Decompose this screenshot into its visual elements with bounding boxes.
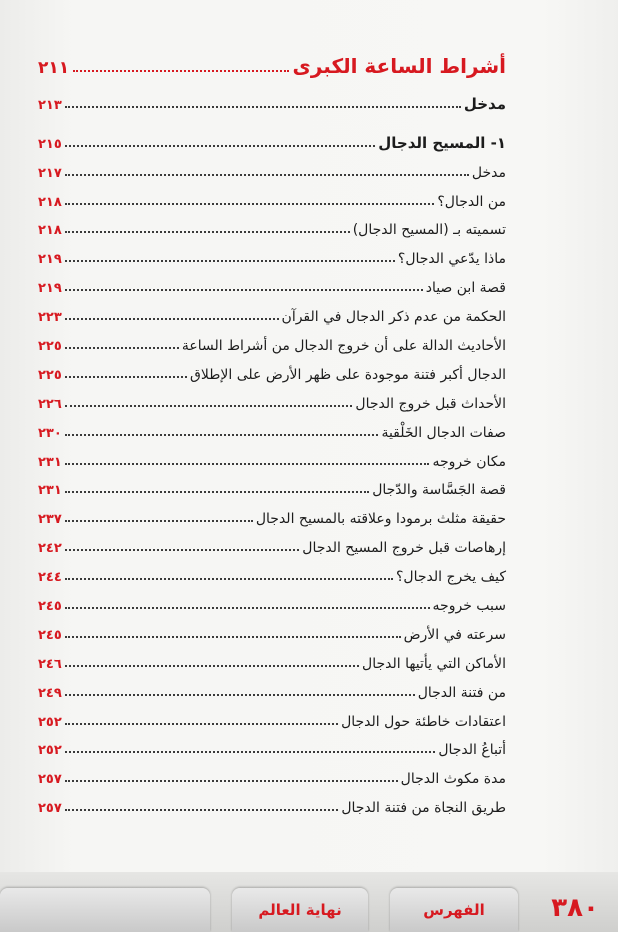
leader-dots: [65, 203, 435, 205]
toc-entry-title: قصة الجَسَّاسة والدّجال: [372, 482, 506, 499]
toc-entry: [38, 412, 506, 441]
toc-entry-title: الحكمة من عدم ذكر الدجال في القرآن: [281, 309, 506, 326]
leader-dots: [65, 463, 430, 465]
leader-dots: [65, 751, 436, 753]
toc-entry-page: ٢٥٧: [38, 801, 62, 817]
leader-dots: [65, 549, 299, 551]
toc-entry: [38, 556, 506, 585]
toc-entry-page: ٢٣١: [38, 454, 62, 470]
toc-entry-title: مدخل: [463, 94, 506, 113]
toc-entry-title: سرعته في الأرض: [403, 626, 506, 643]
toc-entry-title: سبب خروجه: [432, 598, 506, 615]
table-of-contents: [38, 48, 506, 816]
section-label: الفهرس: [423, 901, 485, 919]
toc-spacer: [38, 113, 506, 123]
toc-entry-title: قصة ابن صياد: [425, 280, 506, 297]
toc-entry: [38, 296, 506, 325]
toc-entry-page: ٢٣١: [38, 483, 62, 499]
toc-entry-title: الأحداث قبل خروج الدجال: [355, 395, 506, 412]
footer-tab-book-title: [232, 888, 368, 932]
leader-dots: [65, 723, 338, 725]
toc-entry: [38, 643, 506, 672]
toc-entry-title: مكان خروجه: [432, 453, 506, 470]
leader-dots: [65, 318, 279, 320]
toc-entry-page: ٢٤٢: [38, 541, 62, 557]
toc-entry-page: ٢١٥: [38, 136, 62, 152]
toc-entry: [38, 470, 506, 499]
leader-dots: [65, 780, 398, 782]
toc-entry-title: الأماكن التي يأتيها الدجال: [362, 655, 506, 672]
toc-entry-title: كيف يخرج الدجال؟: [395, 569, 506, 586]
toc-entry-page: ٢٢٥: [38, 339, 62, 355]
toc-entry: [38, 441, 506, 470]
toc-entry: [38, 758, 506, 787]
toc-entry: [38, 527, 506, 556]
toc-entry-page: ٢٤٤: [38, 570, 62, 586]
leader-dots: [65, 405, 353, 407]
leader-dots: [65, 694, 415, 696]
toc-entry-page: ٢٤٩: [38, 685, 62, 701]
toc-entry-title: اعتقادات خاطئة حول الدجال: [341, 713, 506, 730]
toc-entry-page: ٢١٧: [38, 165, 62, 181]
toc-entry-page: ٢١٨: [38, 194, 62, 210]
toc-entry: [38, 267, 506, 296]
footer-tab-section: [390, 888, 518, 932]
toc-entry: [38, 498, 506, 527]
toc-entry-title: الدجال أكبر فتنة موجودة على ظهر الأرض على الإطلاق: [190, 366, 506, 383]
leader-dots: [65, 491, 369, 493]
toc-entry-title: أتباعُ الدجال: [438, 742, 506, 759]
toc-entry-page: ٢٤٦: [38, 656, 62, 672]
leader-dots: [65, 289, 423, 291]
leader-dots: [65, 578, 393, 580]
footer-blank-tab: [0, 888, 210, 932]
toc-entry: [38, 730, 506, 759]
toc-entry-title: تسميته بـ (المسيح الدجال): [352, 222, 506, 239]
toc-entry: [38, 238, 506, 267]
leader-dots: [65, 665, 359, 667]
leader-dots: [65, 520, 253, 522]
toc-entry: [38, 210, 506, 239]
toc-entry-title: من الدجال؟: [437, 193, 506, 210]
toc-entry: [38, 787, 506, 816]
toc-entry-page: ٢٢٣: [38, 310, 62, 326]
page-number: ٣٨٠: [551, 893, 599, 923]
toc-entry: [38, 672, 506, 701]
toc-entry-title: من فتنة الدجال: [417, 684, 506, 701]
toc-entry-title: طريق النجاة من فتنة الدجال: [341, 800, 506, 817]
toc-entry-page: ٢١٨: [38, 223, 62, 239]
toc-entry: [38, 614, 506, 643]
book-title: نهاية العالم: [258, 901, 342, 919]
toc-entry: [38, 325, 506, 354]
toc-entry-title: ماذا يدّعي الدجال؟: [397, 251, 506, 268]
toc-entry: [38, 84, 506, 113]
leader-dots: [65, 231, 350, 233]
toc-entry-title: حقيقة مثلث برمودا وعلاقته بالمسيح الدجال: [255, 511, 506, 528]
leader-dots: [65, 106, 461, 108]
toc-entry: [38, 354, 506, 383]
leader-dots: [73, 70, 288, 72]
toc-entry-page: ٢٣٧: [38, 512, 62, 528]
leader-dots: [65, 260, 395, 262]
toc-entry-page: ٢٤٥: [38, 627, 62, 643]
toc-entry-page: ٢٥٢: [38, 743, 62, 759]
toc-entry-title: إرهاصات قبل خروج المسيح الدجال: [302, 540, 506, 557]
toc-entry-page: ٢٢٥: [38, 367, 62, 383]
leader-dots: [65, 347, 179, 349]
leader-dots: [65, 434, 379, 436]
toc-entry: [38, 152, 506, 181]
toc-entry: [38, 383, 506, 412]
toc-entry-title: ١- المسيح الدجال: [378, 133, 506, 152]
section-title: أشراط الساعة الكبرى: [292, 54, 506, 78]
leader-dots: [65, 607, 430, 609]
toc-entry-page: ٢٥٢: [38, 714, 62, 730]
toc-entry-page: ٢٤٥: [38, 599, 62, 615]
toc-entry-title: مدة مكوث الدجال: [400, 771, 506, 788]
leader-dots: [65, 809, 339, 811]
toc-entry-page: ٢١٩: [38, 252, 62, 268]
leader-dots: [65, 174, 469, 176]
toc-entry: [38, 701, 506, 730]
toc-entry-page: ٢١٩: [38, 281, 62, 297]
toc-entry: [38, 123, 506, 152]
toc-entry: [38, 585, 506, 614]
toc-entry-title: صفات الدجال الخَلْقية: [381, 424, 506, 441]
toc-entry-page: ٢٣٠: [38, 425, 62, 441]
toc-section-header: [38, 48, 506, 78]
toc-entry: [38, 181, 506, 210]
toc-entries: [38, 84, 506, 816]
leader-dots: [65, 376, 187, 378]
toc-entry-page: ٢١٣: [38, 97, 62, 113]
leader-dots: [65, 636, 401, 638]
toc-entry-page: ٢٢٦: [38, 396, 62, 412]
toc-entry-title: مدخل: [471, 164, 506, 181]
leader-dots: [65, 145, 375, 147]
section-page-number: ٢١١: [38, 58, 70, 78]
toc-entry-page: ٢٥٧: [38, 772, 62, 788]
toc-entry-title: الأحاديث الدالة على أن خروج الدجال من أشراط الساعة: [181, 338, 506, 355]
